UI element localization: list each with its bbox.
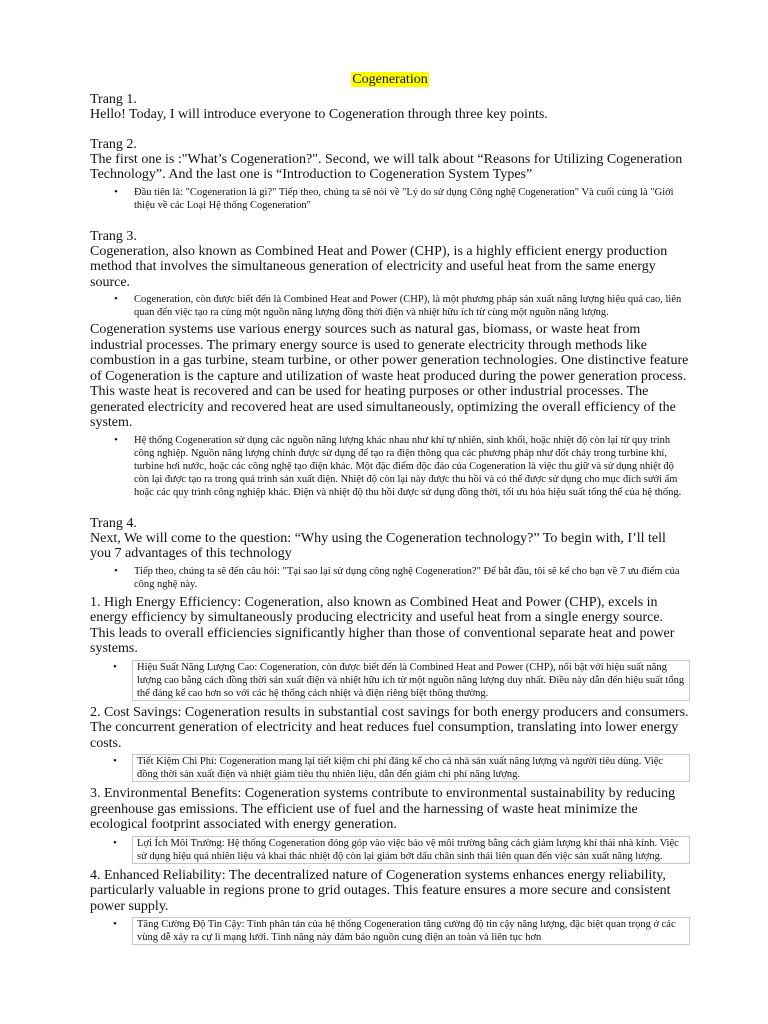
advantage-2-bullets xyxy=(90,754,690,782)
page-1-heading: Trang 1. xyxy=(90,92,137,107)
spacer xyxy=(90,502,690,516)
title-row xyxy=(90,70,690,88)
page-3-heading: Trang 3. xyxy=(90,228,137,244)
page-2-text: The first one is :"What’s Cogeneration?". Second, we will talk about “Reasons for Utilizing Cogeneration Technology”. And the last one is “Introduction to Cogeneration System Types” xyxy=(90,151,683,182)
advantage-1-bullets xyxy=(90,660,690,701)
advantage-1-bullet: • Hiệu Suất Năng Lượng Cao: Cogeneration, còn được biết đến là Combined Heat and Power (CHP), nổi bật với hiệu suất năng lượng cao bằng cách đồng thời sản xuất điện và nhiệt hữu ích từ một nguồn năng lượng duy nhất. Điều này dẫn đến hiệu suất tổng thể đáng kể cao hơn so với các hệ thống cách nhiệt và điện riêng biệt thông thường. xyxy=(132,660,690,701)
advantage-2-text: 2. Cost Savings: Cogeneration results in substantial cost savings for both energy producers and consumers. The concurrent generation of electricity and heat reduces fuel consumption, translating into lower energy costs. xyxy=(90,704,689,751)
page-3-text-1: Cogeneration, also known as Combined Heat and Power (CHP), is a highly efficient energy production method that involves the simultaneous generation of electricity and useful heat from the same energy source. xyxy=(90,243,668,290)
document-title: Cogeneration xyxy=(352,72,428,87)
page-3-bullet-2: • Hệ thống Cogeneration sử dụng các nguồn năng lượng khác nhau như khí tự nhiên, sinh khối, hoặc nhiệt độ còn lại từ quy trình công nghiệp. Nguồn năng lượng chính được sử dụng để tạo ra điện thông qua các phương pháp như đốt cháy trong turbine khí, turbine hơi nước, hoặc các công nghệ tạo điện khác. Một đặc điểm độc đáo của Cogeneration là việc thu giữ và sử dụng nhiệt độ còn lại được tạo ra trong quá trình sản xuất điện. Nhiệt độ còn lại này được thu hồi và có thể được sử dụng cho mục đích sưởi ấm hoặc các quy trình công nghiệp khác. Điện và nhiệt độ thu hồi được sử dụng đồng thời, tối ưu hóa hiệu suất tổng thể của hệ thống. xyxy=(134,434,690,499)
advantage-4-bullet: • Tăng Cường Độ Tin Cậy: Tính phân tán của hệ thống Cogeneration tăng cường độ tin cậy năng lượng, đặc biệt quan trọng ở các vùng dễ xảy ra cự lì mạng lưới. Tính năng này đảm bảo nguồn cung điện an toàn và liên tục hơn xyxy=(132,917,690,945)
spacer xyxy=(90,215,690,229)
document-page xyxy=(90,70,690,948)
advantage-3-bullet: • Lợi Ích Môi Trường: Hệ thống Cogeneration đóng góp vào việc bảo vệ môi trường bằng cách giảm lượng khí thải nhà kính. Việc sử dụng hiệu quả nhiên liệu và khai thác nhiệt độ còn lại giảm bớt dấu chân sinh thái liên quan đến việc sản xuất năng lượng. xyxy=(132,836,690,864)
page-3-bullets-1 xyxy=(90,293,690,319)
page-4-bullet: • Tiếp theo, chúng ta sẽ đến câu hỏi: "Tại sao lại sử dụng công nghệ Cogeneration?" Để bắt đầu, tôi sẽ kể cho bạn về 7 ưu điểm của công nghệ này. xyxy=(134,565,690,591)
spacer xyxy=(90,123,690,137)
page-2-bullets xyxy=(90,186,690,212)
page-2-heading: Trang 2. xyxy=(90,136,137,152)
advantage-1-text: 1. High Energy Efficiency: Cogeneration, also known as Combined Heat and Power (CHP), excels in energy efficiency by simultaneously producing electricity and useful heat from a single energy source. This leads to overall efficiencies significantly higher than those of conventional separate heat and power systems. xyxy=(90,594,675,656)
page-3-text-2: Cogeneration systems use various energy sources such as natural gas, biomass, or waste heat from industrial processes. The primary energy source is used to generate electricity through methods like combustion in a gas turbine, steam turbine, or other power generation technologies. One distinctive feature of Cogeneration is the capture and utilization of waste heat produced during the power generation process. This waste heat is recovered and can be used for heating purposes or other industrial processes. The generated electricity and recovered heat are used simultaneously, optimizing the overall efficiency of the system. xyxy=(90,322,689,430)
page-2-bullet: • Đầu tiên là: "Cogeneration là gì?" Tiếp theo, chúng ta sẽ nói về "Lý do sử dụng Công nghệ Cogeneration" Và cuối cùng là "Giới thiệu về các Loại Hệ thống Cogeneration" xyxy=(134,186,690,212)
advantage-4-text: 4. Enhanced Reliability: The decentralized nature of Cogeneration systems enhances energy reliability, particularly valuable in regions prone to grid outages. This feature ensures a more secure and consistent power supply. xyxy=(90,867,671,914)
page-4-heading: Trang 4. xyxy=(90,515,137,531)
advantage-3-bullets xyxy=(90,836,690,864)
page-3-bullets-2 xyxy=(90,434,690,499)
page-1-text: Hello! Today, I will introduce everyone to Cogeneration through three key points. xyxy=(90,107,548,122)
advantage-2-bullet: • Tiết Kiệm Chi Phí: Cogeneration mang lại tiết kiệm chi phí đáng kể cho cả nhà sản xuất năng lượng và người tiêu dùng. Việc đồng thời sản xuất điện và nhiệt giảm tiêu thụ nhiên liệu, dẫn đến giảm chi phí năng lượng. xyxy=(132,754,690,782)
page-3-bullet-1: • Cogeneration, còn được biết đến là Combined Heat and Power (CHP), là một phương pháp sản xuất năng lượng hiệu quả cao, liên quan đến việc tạo ra cùng một nguồn năng lượng đồng thời điện và nhiệt hữu ích từ cùng một nguồn năng lượng. xyxy=(134,293,690,319)
advantage-4-bullets xyxy=(90,917,690,945)
page-4-text: Next, We will come to the question: “Why using the Cogeneration technology?” To begin with, I’ll tell you 7 advantages of this technology xyxy=(90,530,666,561)
page-4-bullets xyxy=(90,565,690,591)
advantage-3-text: 3. Environmental Benefits: Cogeneration systems contribute to environmental sustainability by reducing greenhouse gas emissions. The efficient use of fuel and the harnessing of waste heat minimize the ecological footprint associated with energy generation. xyxy=(90,786,676,832)
